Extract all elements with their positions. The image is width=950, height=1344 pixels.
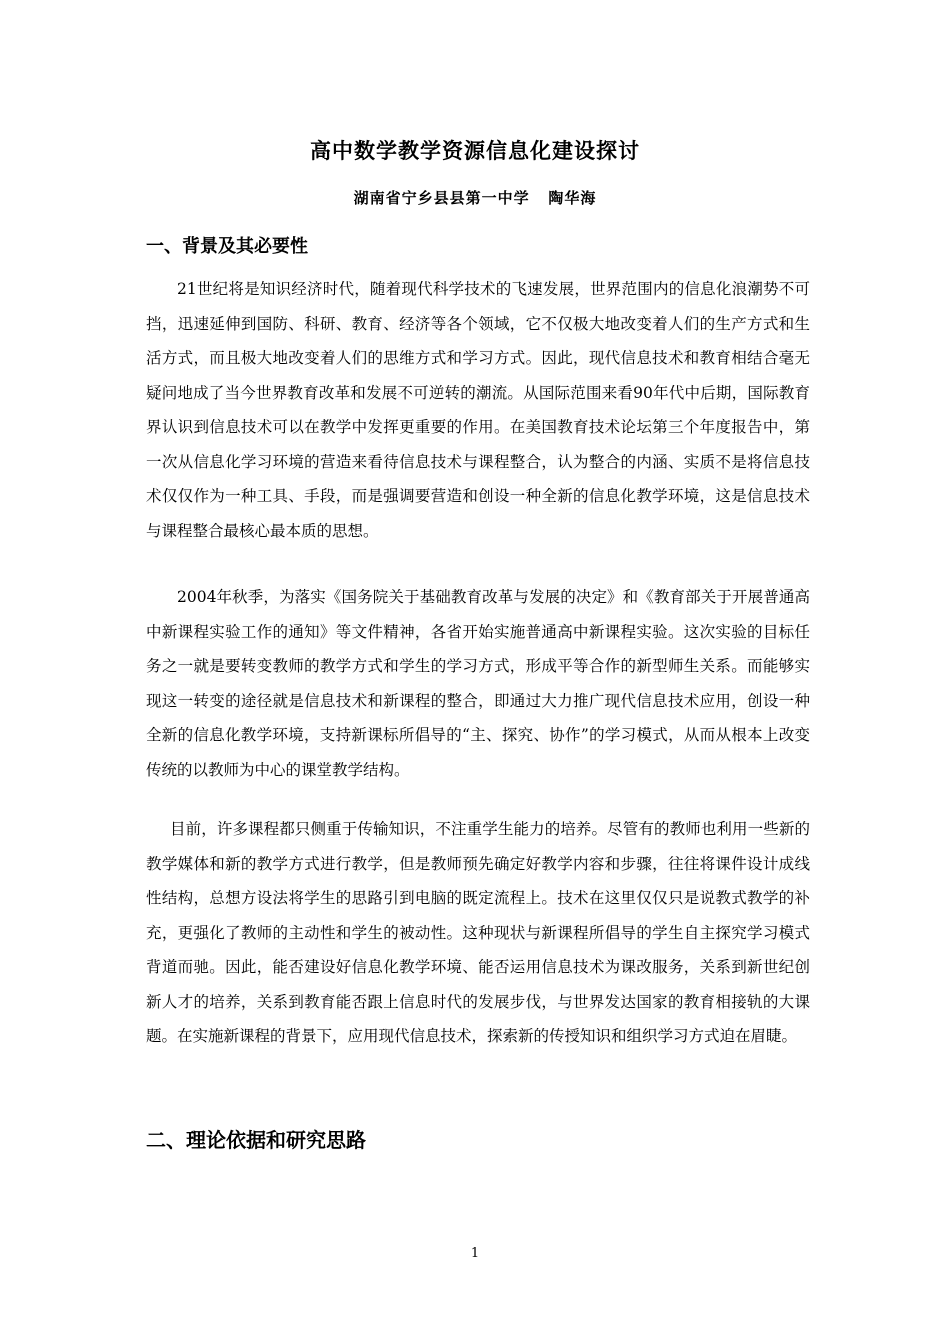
author-line: 湖南省宁乡县县第一中学 陶华海	[353, 189, 597, 207]
paragraph: 21世纪将是知识经济时代，随着现代科学技术的飞速发展，世界范围内的信息化浪潮势不可挡，迅速延伸到国防、科研、教育、经济等各个领域，它不仅极大地改变着人们的生产方式和生活方式，而且极大地改变着人们的思维方式和学习方式。因此，现代信息技术和教育相结合毫无疑问地成了当今世界教育改革和发展不可逆转的潮流。从国际范围来看90年代中后期，国际教育界认识到信息技术可以在教学中发挥更重要的作用。在美国教育技术论坛第三个年度报告中，第一次从信息化学习环境的营造来看待信息技术与课程整合，认为整合的内涵、实质不是将信息技术仅仅作为一种工具、手段，而是强调要营造和创设一种全新的信息化教学环境，这是信息技术与课程整合最核心最本质的思想。	[146, 280, 810, 540]
section-heading-background: 一、背景及其必要性	[146, 236, 308, 257]
paragraph: 目前，许多课程都只侧重于传输知识，不注重学生能力的培养。尽管有的教师也利用一些新的教学媒体和新的教学方式进行教学，但是教师预先确定好教学内容和步骤，往往将课件设计成线性结构，总想方设法将学生的思路引到电脑的既定流程上。技术在这里仅仅只是说教式教学的补充，更强化了教师的主动性和学生的被动性。这种现状与新课程所倡导的学生自主探究学习模式背道而驰。因此，能否建设好信息化教学环境、能否运用信息技术为课改服务，关系到新世纪创新人才的培养，关系到教育能否跟上信息时代的发展步伐，与世界发达国家的教育相接轨的大课题。在实施新课程的背景下，应用现代信息技术，探索新的传授知识和组织学习方式迫在眉睫。	[146, 820, 810, 1045]
page-number: 1	[470, 1246, 480, 1261]
section-heading-theory: 二、理论依据和研究思路	[146, 1128, 366, 1152]
paragraph: 2004年秋季，为落实《国务院关于基础教育改革与发展的决定》和《教育部关于开展普通高中新课程实验工作的通知》等文件精神，各省开始实施普通高中新课程实验。这次实验的目标任务之一就是要转变教师的教学方式和学生的学习方式，形成平等合作的新型师生关系。而能够实现这一转变的途径就是信息技术和新课程的整合，即通过大力推广现代信息技术应用，创设一种全新的信息化教学环境，支持新课标所倡导的“主、探究、协作”的学习模式，从而从根本上改变传统的以教师为中心的课堂教学结构。	[146, 588, 810, 779]
document-title: 高中数学教学资源信息化建设探讨	[310, 138, 640, 163]
